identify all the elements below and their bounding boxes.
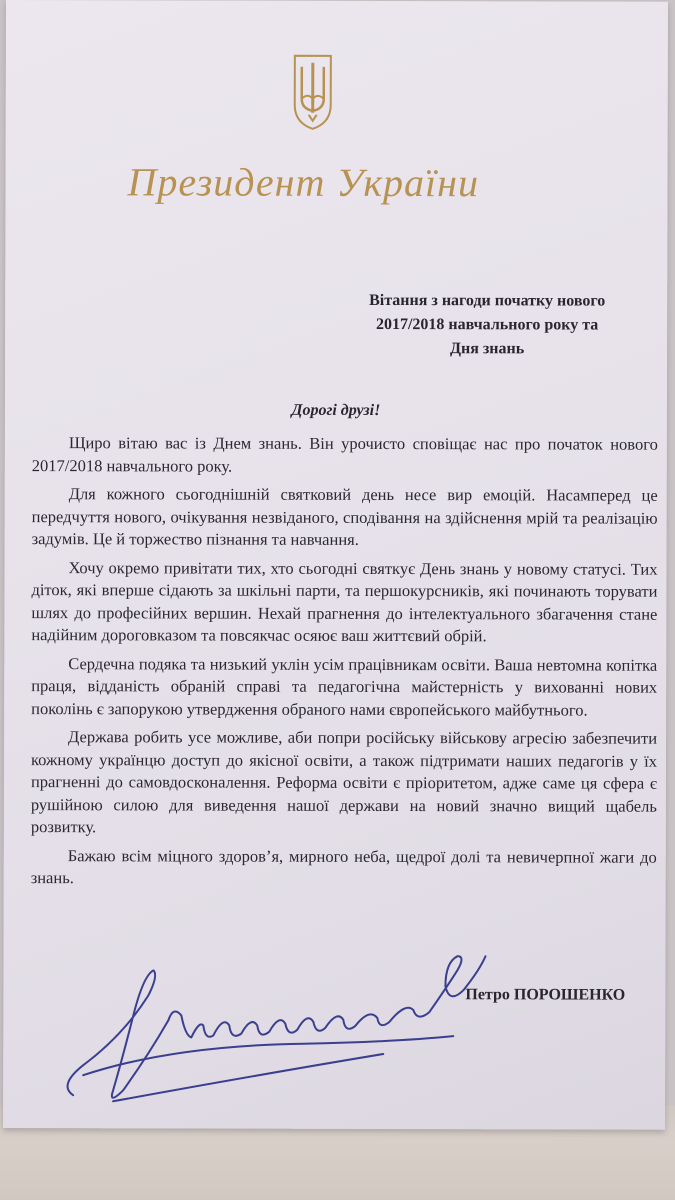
paragraph-4: Сердечна подяка та низький уклін усім працівникам освіти. Ваша невтомна копітка праця, відданість обраній справі та педагогічна майстерність у вихованні нових поколінь є запорукою утвердження обраного нами європейського майбутнього. xyxy=(31,653,658,720)
subject-line-1: Вітання з нагоди початку нового xyxy=(369,291,606,310)
paragraph-5: Держава робить усе можливе, аби попри російську військову агресію забезпечити кожному українцю доступ до якісної освіти, а також підтримати наших педагогів у їх прагненні до самовдосконалення. Реформа освіти є пріоритетом, адже саме ця сфера є рушійною силою для виведення нашої держави на новий значно вищий щабель розвитку. xyxy=(30,727,658,837)
paragraph-1: Щиро вітаю вас із Днем знань. Він урочисто сповіщає нас про початок нового 2017/2018 навчального року. xyxy=(31,433,658,476)
letterhead-title: Президент України xyxy=(127,159,480,206)
letter-body xyxy=(31,432,658,897)
paragraph-6: Бажаю всім міцного здоров’я, мирного неба, щедрої долі та невичерпної жаги до знань. xyxy=(30,845,657,888)
greeting: Дорогі друзі! xyxy=(291,401,381,419)
handwritten-signature-icon xyxy=(53,925,493,1116)
subject-line-2: 2017/2018 навчального року та xyxy=(375,315,599,334)
paragraph-3: Хочу окремо привітати тих, хто сьогодні святкує День знань у новому статусі. Тих діток, які вперше сідають за шкільні парти, та першокурсників, які починають торувати шлях до професійних вершин. Нехай прагнення до інтелектуального збагачення стане надійним дороговказом та повсякчас осяює ваш життєвий обрій. xyxy=(31,557,658,646)
signer-name: Петро ПОРОШЕНКО xyxy=(465,986,626,1004)
trident-coat-of-arms-icon xyxy=(292,53,334,131)
paragraph-2: Для кожного сьогоднішній святковий день несе вир емоцій. Насамперед це передчуття нового, очікування незвіданого, сподівання на здійснення мрій та реалізацію задумів. Це й торжество пізнання та навчання. xyxy=(31,484,658,549)
letter-subject xyxy=(327,289,647,362)
subject-line-3: Дня знань xyxy=(449,340,525,358)
letter-page xyxy=(3,0,668,1130)
